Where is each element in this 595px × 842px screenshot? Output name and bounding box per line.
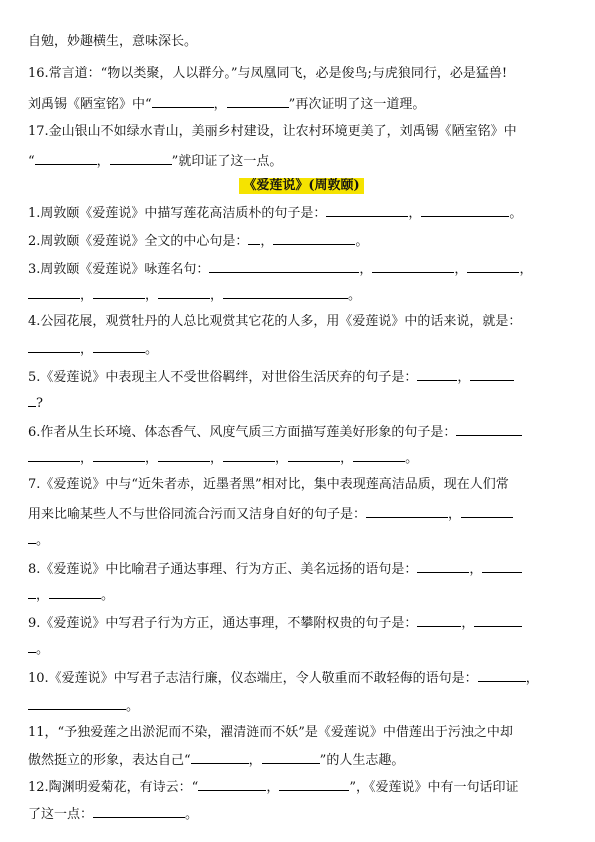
question-text: 2.周敦颐《爱莲说》全文的中心句是： [28, 234, 249, 249]
answer-blank[interactable] [28, 286, 80, 299]
section-title-text: 《爱莲说》(周敦颐) [239, 178, 363, 194]
answer-blank[interactable] [248, 232, 260, 245]
question-line [28, 124, 575, 140]
question-text: 。 [36, 533, 50, 548]
answer-blank[interactable] [366, 505, 448, 518]
answer-blank[interactable] [417, 614, 461, 627]
question-text: 傲然挺立的形象，表达自己“ [28, 753, 191, 768]
question-line [28, 340, 575, 358]
question-text: 12.陶渊明爱菊花，有诗云：“ [28, 780, 199, 795]
answer-blank[interactable] [28, 640, 36, 653]
answer-blank[interactable] [288, 449, 340, 462]
answer-blank[interactable] [279, 778, 349, 791]
question-text: 。 [126, 699, 140, 714]
question-text: ， [248, 753, 262, 768]
answer-blank[interactable] [353, 449, 405, 462]
question-text: ， [469, 562, 483, 577]
question-line [28, 204, 575, 222]
question-text: 17.金山银山不如绿水青山，美丽乡村建设，让农村环境更美了，刘禹锡《陋室铭》中 [28, 124, 517, 139]
answer-blank[interactable] [326, 204, 408, 217]
question-line [28, 505, 575, 523]
answer-blank[interactable] [223, 449, 275, 462]
question-line [28, 669, 575, 687]
section-title [28, 178, 575, 194]
question-text: 。 [355, 234, 369, 249]
answer-blank[interactable] [93, 805, 185, 818]
question-text: ， [210, 451, 224, 466]
answer-blank[interactable] [227, 95, 289, 108]
answer-blank[interactable] [474, 614, 522, 627]
question-line [28, 697, 575, 715]
question-text: 10.《爱莲说》中写君子志洁行廉，仪态端庄，令人敬重而不敢轻侮的语句是： [28, 671, 478, 686]
question-text: “ [28, 154, 35, 169]
question-line [28, 286, 575, 304]
question-line [28, 314, 575, 330]
question-line [28, 725, 575, 741]
answer-blank[interactable] [110, 152, 172, 165]
answer-blank[interactable] [470, 368, 514, 381]
answer-blank[interactable] [467, 260, 519, 273]
question-text: 3.周敦颐《爱莲说》咏莲名句： [28, 262, 210, 277]
question-text: 5.《爱莲说》中表现主人不受世俗羁绊，对世俗生活厌弃的句子是： [28, 370, 418, 385]
question-text: ， [359, 262, 373, 277]
question-text: ， [457, 370, 471, 385]
question-text: ， [275, 451, 289, 466]
question-line [28, 95, 575, 113]
question-text: 自勉，妙趣横生，意味深长。 [28, 34, 198, 49]
answer-blank[interactable] [478, 669, 526, 682]
question-line [28, 778, 575, 796]
question-text: 用来比喻某些人不与世俗同流合污而又洁身自好的句子是： [28, 507, 367, 522]
question-text: 7.《爱莲说》中与“近朱者赤，近墨者黑”相对比，集中表现莲高洁品质，现在人们常 [28, 477, 509, 492]
question-text: ”的人生志趣。 [319, 753, 405, 768]
question-text: ， [340, 451, 354, 466]
question-text: ， [36, 588, 50, 603]
answer-blank[interactable] [262, 751, 320, 764]
answer-blank[interactable] [35, 152, 97, 165]
answer-blank[interactable] [28, 697, 126, 710]
question-text: ， [266, 780, 280, 795]
question-line [28, 586, 575, 604]
question-text: 4.公园花展，观赏牡丹的人总比观赏其它花的人多，用《爱莲说》中的话来说，就是： [28, 314, 522, 329]
question-text: ， [213, 97, 227, 112]
question-text: ， [210, 288, 224, 303]
question-text: ， [519, 262, 533, 277]
answer-blank[interactable] [198, 778, 266, 791]
question-text: ”再次证明了这一道理。 [288, 97, 426, 112]
question-text: ， [260, 234, 274, 249]
answer-blank[interactable] [28, 449, 80, 462]
question-line [28, 805, 575, 823]
question-line [28, 751, 575, 769]
question-text: ， [461, 616, 475, 631]
question-line [28, 423, 575, 441]
answer-blank[interactable] [152, 95, 214, 108]
question-text: 16.常言道：“物以类聚，人以群分。”与凤凰同飞，必是俊鸟;与虎狼同行，必是猛兽! [28, 66, 508, 81]
question-line [28, 368, 575, 386]
answer-blank[interactable] [417, 560, 469, 573]
answer-blank[interactable] [417, 368, 457, 381]
question-text: 。 [36, 642, 50, 657]
question-text: ”就印证了这一点。 [171, 154, 283, 169]
question-line [28, 531, 575, 549]
question-text: ， [525, 671, 539, 686]
question-text: 11，“予独爱莲之出淤泥而不染，濯清涟而不妖”是《爱莲说》中借莲出于污浊之中却 [28, 725, 513, 740]
answer-blank[interactable] [273, 232, 355, 245]
question-line [28, 449, 575, 467]
question-line [28, 614, 575, 632]
answer-blank[interactable] [49, 586, 101, 599]
question-text: ， [448, 507, 462, 522]
answer-blank[interactable] [158, 286, 210, 299]
question-text: ， [80, 451, 94, 466]
question-text: ， [408, 206, 422, 221]
question-line [28, 260, 575, 278]
question-line [28, 152, 575, 170]
question-text: ， [80, 342, 94, 357]
question-text: ? [36, 396, 43, 411]
answer-blank[interactable] [28, 340, 80, 353]
question-line [28, 66, 575, 82]
question-line [28, 560, 575, 578]
question-text: 。 [405, 451, 419, 466]
answer-blank[interactable] [191, 751, 249, 764]
question-text: 了这一点： [28, 807, 94, 822]
answer-blank[interactable] [209, 260, 359, 273]
answer-blank[interactable] [93, 340, 145, 353]
question-line [28, 640, 575, 658]
question-text: 。 [145, 342, 159, 357]
answer-blank[interactable] [223, 286, 348, 299]
question-line [28, 232, 575, 250]
question-text: ， [145, 288, 159, 303]
answer-blank[interactable] [461, 505, 513, 518]
question-text: 刘禹锡《陋室铭》中“ [28, 97, 152, 112]
question-text: 6.作者从生长环境、体态香气、风度气质三方面描写莲美好形象的句子是： [28, 425, 457, 440]
answer-blank[interactable] [482, 560, 522, 573]
answer-blank[interactable] [28, 586, 36, 599]
answer-blank[interactable] [28, 531, 36, 544]
question-text: ， [96, 154, 110, 169]
answer-blank[interactable] [93, 449, 145, 462]
question-text: 。 [185, 807, 199, 822]
question-text: ， [80, 288, 94, 303]
question-text: 9.《爱莲说》中写君子行为方正，通达事理，不攀附权贵的句子是： [28, 616, 418, 631]
question-text: 1.周敦颐《爱莲说》中描写莲花高洁质朴的句子是： [28, 206, 327, 221]
question-text: ， [145, 451, 159, 466]
answer-blank[interactable] [372, 260, 454, 273]
question-text: 。 [509, 206, 523, 221]
question-text: ， [454, 262, 468, 277]
question-line [28, 34, 575, 50]
answer-blank[interactable] [421, 204, 509, 217]
answer-blank[interactable] [456, 423, 522, 436]
question-text: ”，《爱莲说》中有一句话印证 [349, 780, 519, 795]
question-line [28, 394, 575, 412]
question-text: 。 [101, 588, 115, 603]
answer-blank[interactable] [93, 286, 145, 299]
answer-blank[interactable] [28, 394, 36, 407]
question-text: 8.《爱莲说》中比喻君子通达事理、行为方正、美名远扬的语句是： [28, 562, 418, 577]
answer-blank[interactable] [158, 449, 210, 462]
question-text: 。 [348, 288, 362, 303]
question-line [28, 477, 575, 493]
